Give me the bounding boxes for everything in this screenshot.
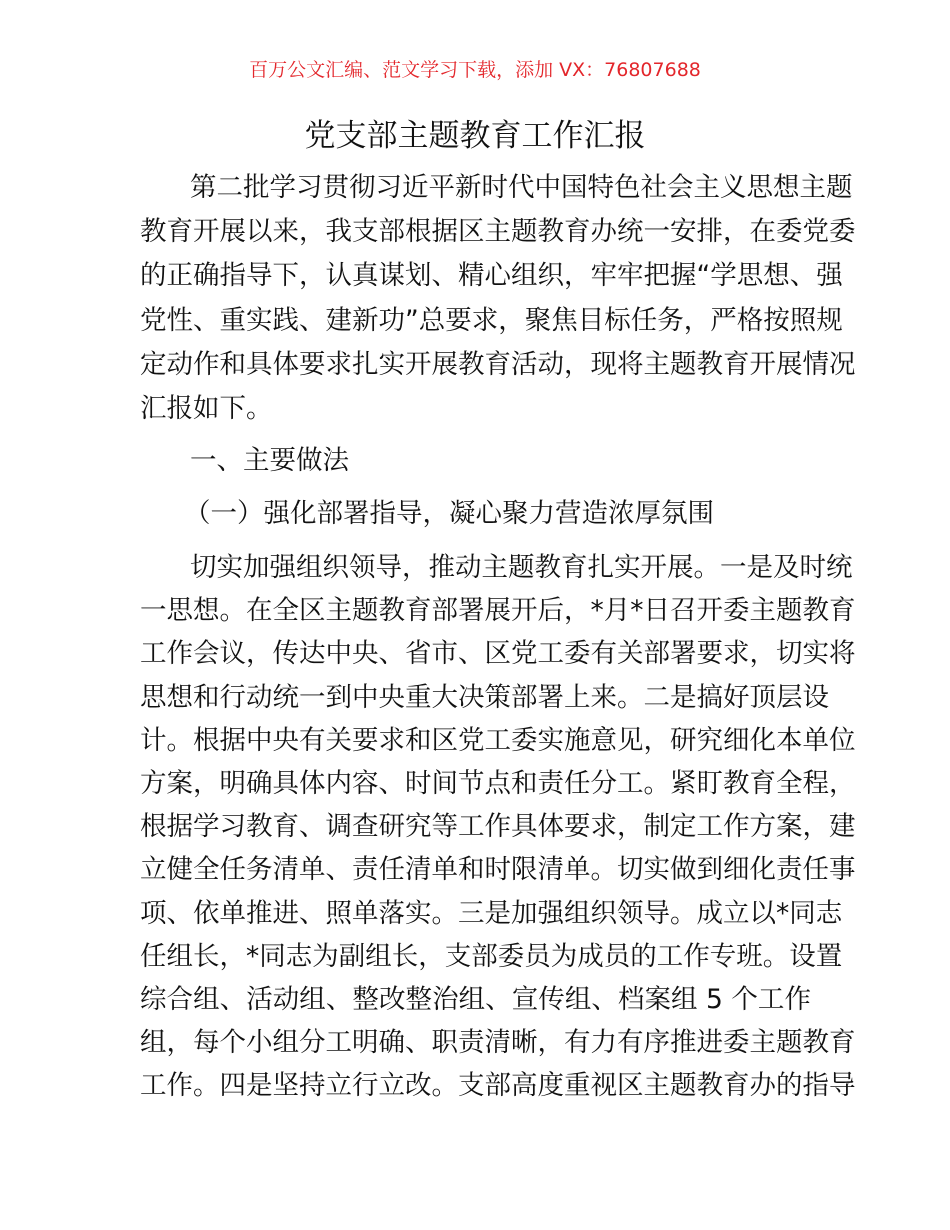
- paragraph-line: 立健全任务清单、责任清单和时限清单。切实做到细化责任事: [140, 854, 856, 886]
- paragraph-line: 工作。四是坚持立行立改。支部高度重视区主题教育办的指导: [140, 1070, 856, 1102]
- paragraph-line: 的正确指导下，认真谋划、精心组织，牢牢把握“学思想、强: [140, 260, 843, 292]
- document-title: 党支部主题教育工作汇报: [304, 118, 646, 154]
- paragraph-line: 任组长，*同志为副组长，支部委员为成员的工作专班。设置: [140, 940, 843, 972]
- paragraph-line: 工作会议，传达中央、省市、区党工委有关部署要求，切实将: [140, 638, 856, 670]
- subsection-heading: （一）强化部署指导，凝心聚力营造浓厚氛围: [184, 498, 714, 529]
- paragraph-line: 计。根据中央有关要求和区党工委实施意见，研究细化本单位: [140, 724, 856, 756]
- paragraph-line: 项、依单推进、照单落实。三是加强组织领导。成立以*同志: [140, 897, 843, 929]
- paragraph-line: 汇报如下。: [140, 393, 273, 424]
- section-heading: 一、主要做法: [190, 445, 349, 476]
- paragraph-line: 第二批学习贯彻习近平新时代中国特色社会主义思想主题: [190, 172, 853, 203]
- paragraph-line: 综合组、活动组、整改整治组、宣传组、档案组 5 个工作: [140, 984, 811, 1015]
- paragraph-line: 党性、重实践、建新功”总要求，聚焦目标任务，严格按照规: [140, 304, 843, 336]
- paragraph-line: 根据学习教育、调查研究等工作具体要求，制定工作方案，建: [140, 811, 856, 843]
- paragraph-line: 组，每个小组分工明确、职责清晰，有力有序推进委主题教育: [140, 1027, 856, 1059]
- paragraph-line: 方案，明确具体内容、时间节点和责任分工。紧盯教育全程，: [140, 768, 856, 799]
- paragraph-line: 教育开展以来，我支部根据区主题教育办统一安排，在委党委: [140, 216, 856, 248]
- paragraph-line: 切实加强组织领导，推动主题教育扎实开展。一是及时统: [190, 552, 853, 583]
- paragraph-line: 一思想。在全区主题教育部署展开后，*月*日召开委主题教育: [140, 595, 856, 627]
- paragraph-line: 定动作和具体要求扎实开展教育活动，现将主题教育开展情况: [140, 348, 856, 380]
- paragraph-line: 思想和行动统一到中央重大决策部署上来。二是搞好顶层设: [140, 681, 829, 713]
- watermark-header: 百万公文汇编、范文学习下载，添加 VX：76807688: [249, 59, 701, 81]
